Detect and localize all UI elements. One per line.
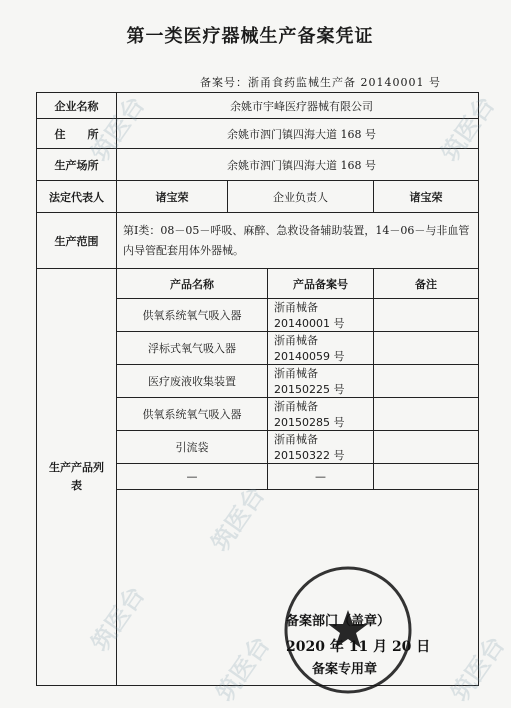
row-site xyxy=(37,149,479,181)
scope-value: 第Ⅰ类：08－05－呼吸、麻醉、急救设备辅助装置，14－06－与非血管内导管配套用体外器械。 xyxy=(117,213,479,269)
site-value: 余姚市泗门镇四海大道 168 号 xyxy=(117,149,479,181)
col-header-remark: 备注 xyxy=(374,269,479,299)
watermark: 筑医台 xyxy=(205,481,271,557)
watermark: 筑医台 xyxy=(435,91,501,167)
watermark: 筑医台 xyxy=(445,631,511,707)
col-header-record: 产品备案号 xyxy=(268,269,374,299)
legal-rep-label: 法定代表人 xyxy=(37,181,117,213)
scope-label: 生产范围 xyxy=(37,213,117,269)
product-remark xyxy=(374,398,479,431)
product-remark xyxy=(374,431,479,464)
watermark: 筑医台 xyxy=(85,581,151,657)
col-header-name: 产品名称 xyxy=(117,269,268,299)
row-address xyxy=(37,119,479,149)
product-record: 浙甬械备 20150322 号 xyxy=(268,431,374,464)
products-header-row xyxy=(37,269,479,299)
row-scope xyxy=(37,213,479,269)
product-name: 医疗废液收集装置 xyxy=(117,365,268,398)
site-label: 生产场所 xyxy=(37,149,117,181)
responsible-value: 诸宝荣 xyxy=(374,181,479,213)
product-remark xyxy=(374,299,479,332)
watermark: 筑医台 xyxy=(85,91,151,167)
company-value: 余姚市宇峰医疗器械有限公司 xyxy=(117,93,479,119)
products-section-label: 生产产品列表 xyxy=(37,269,117,686)
legal-rep-value: 诸宝荣 xyxy=(117,181,228,213)
product-record: 浙甬械备 20140059 号 xyxy=(268,332,374,365)
product-remark xyxy=(374,464,479,490)
product-name: — xyxy=(117,464,268,490)
stamp-seal-text: 备案专用章 xyxy=(312,662,378,677)
product-record: 浙甬械备 20150225 号 xyxy=(268,365,374,398)
company-label: 企业名称 xyxy=(37,93,117,119)
stamp-department: 备案部门（盖章） xyxy=(286,614,391,629)
row-company xyxy=(37,93,479,119)
product-name: 供氧系统氧气吸入器 xyxy=(117,299,268,332)
product-name: 供氧系统氧气吸入器 xyxy=(117,398,268,431)
watermark: 筑医台 xyxy=(210,631,276,707)
product-name: 引流袋 xyxy=(117,431,268,464)
product-record: 浙甬械备 20140001 号 xyxy=(268,299,374,332)
responsible-label: 企业负责人 xyxy=(228,181,374,213)
stamp-date: 2020 年 11 月 20 日 xyxy=(286,639,431,655)
address-label: 住 所 xyxy=(37,119,117,149)
product-name: 浮标式氧气吸入器 xyxy=(117,332,268,365)
page-title: 第一类医疗器械生产备案凭证 xyxy=(126,26,374,47)
product-record: 浙甬械备 20150285 号 xyxy=(268,398,374,431)
address-value: 余姚市泗门镇四海大道 168 号 xyxy=(117,119,479,149)
product-record: — xyxy=(268,464,374,490)
product-remark xyxy=(374,365,479,398)
record-number: 备案号：浙甬食药监械生产备 20140001 号 xyxy=(200,76,441,89)
official-seal xyxy=(278,560,418,700)
product-remark xyxy=(374,332,479,365)
row-legal xyxy=(37,181,479,213)
